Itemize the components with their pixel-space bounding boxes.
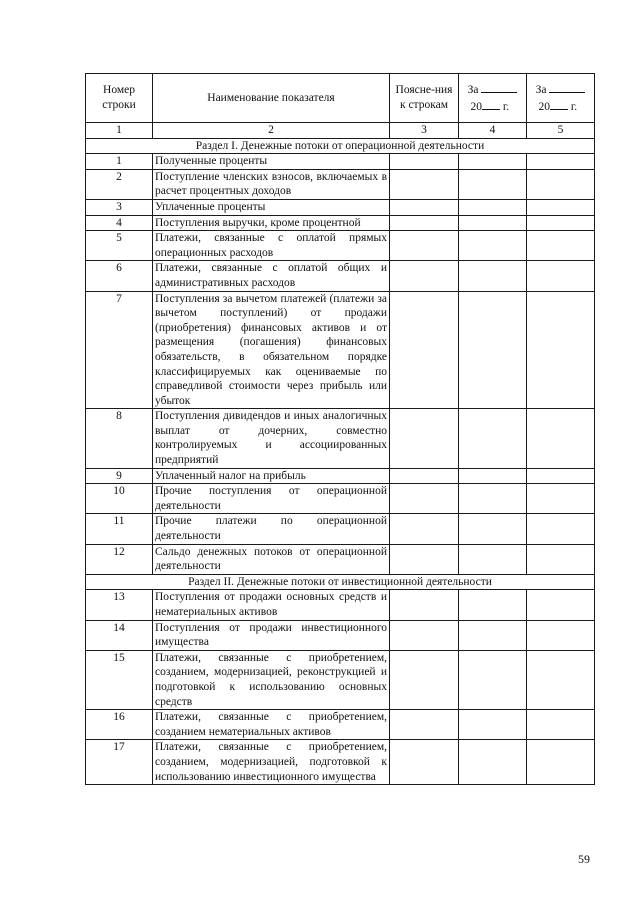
- row-number: 2: [86, 169, 153, 199]
- indicator-name: Поступления от продажи основных средств и нематериальных активов: [153, 590, 390, 620]
- header-row-number: Номер строки: [86, 74, 153, 123]
- indicator-name: Платежи, связанные с приобретением, созданием, модернизацией, подготовкой к использованию инвестиционного имущества: [153, 740, 390, 785]
- table-row: [86, 590, 595, 620]
- current-period-cell[interactable]: [459, 409, 527, 468]
- previous-period-cell[interactable]: [527, 261, 595, 291]
- column-number: 1: [86, 123, 153, 139]
- row-number: 1: [86, 154, 153, 170]
- previous-period-cell[interactable]: [527, 484, 595, 514]
- explanation-cell[interactable]: [390, 409, 459, 468]
- section-header-row: [86, 138, 595, 154]
- row-number: 15: [86, 650, 153, 709]
- explanation-cell[interactable]: [390, 169, 459, 199]
- column-number-row: [86, 123, 595, 139]
- indicator-name: Уплаченные проценты: [153, 199, 390, 215]
- indicator-name: Платежи, связанные с приобретением, созданием нематериальных активов: [153, 710, 390, 740]
- indicator-name: Прочие платежи по операционной деятельности: [153, 514, 390, 544]
- current-period-cell[interactable]: [459, 620, 527, 650]
- row-number: 6: [86, 261, 153, 291]
- explanation-cell[interactable]: [390, 231, 459, 261]
- table-row: [86, 199, 595, 215]
- previous-period-cell[interactable]: [527, 468, 595, 484]
- header-explanations: Поясне-ния к строкам: [390, 74, 459, 123]
- indicator-name: Поступления за вычетом платежей (платежи за вычетом поступлений) от продажи (приобретения) финансовых активов и от размещения (погашения) финансовых обязательств, в обязательном порядке классифицируемых как оцениваемые по справедливой стоимости через прибыль или убыток: [153, 291, 390, 409]
- explanation-cell[interactable]: [390, 650, 459, 709]
- indicator-name: Поступление членских взносов, включаемых в расчет процентных доходов: [153, 169, 390, 199]
- year-prefix: 20: [470, 101, 482, 113]
- previous-period-cell[interactable]: [527, 215, 595, 231]
- row-number: 4: [86, 215, 153, 231]
- previous-period-cell[interactable]: [527, 169, 595, 199]
- current-period-cell[interactable]: [459, 484, 527, 514]
- indicator-name: Полученные проценты: [153, 154, 390, 170]
- table-row: [86, 231, 595, 261]
- previous-period-cell[interactable]: [527, 231, 595, 261]
- explanation-cell[interactable]: [390, 620, 459, 650]
- explanation-cell[interactable]: [390, 199, 459, 215]
- indicator-name: Прочие поступления от операционной деятельности: [153, 484, 390, 514]
- header-period-previous: [527, 74, 595, 123]
- current-period-cell[interactable]: [459, 199, 527, 215]
- current-period-cell[interactable]: [459, 154, 527, 170]
- table-row: [86, 409, 595, 468]
- year-blank: [550, 98, 568, 110]
- current-period-cell[interactable]: [459, 650, 527, 709]
- year-suffix: г.: [570, 101, 578, 113]
- explanation-cell[interactable]: [390, 484, 459, 514]
- current-period-cell[interactable]: [459, 468, 527, 484]
- explanation-cell[interactable]: [390, 514, 459, 544]
- year-suffix: г.: [502, 101, 510, 113]
- header-indicator-name: Наименование показателя: [153, 74, 390, 123]
- year-prefix: 20: [538, 101, 550, 113]
- table-body: [86, 138, 595, 785]
- period-prefix: За: [467, 84, 479, 96]
- column-number: 4: [459, 123, 527, 139]
- indicator-name: Сальдо денежных потоков от операционной деятельности: [153, 544, 390, 574]
- row-number: 8: [86, 409, 153, 468]
- explanation-cell[interactable]: [390, 154, 459, 170]
- cash-flow-table: [85, 73, 595, 785]
- current-period-cell[interactable]: [459, 261, 527, 291]
- current-period-cell[interactable]: [459, 169, 527, 199]
- indicator-name: Платежи, связанные с оплатой прямых операционных расходов: [153, 231, 390, 261]
- previous-period-cell[interactable]: [527, 544, 595, 574]
- previous-period-cell[interactable]: [527, 514, 595, 544]
- indicator-name: Поступления выручки, кроме процентной: [153, 215, 390, 231]
- row-number: 7: [86, 291, 153, 409]
- previous-period-cell[interactable]: [527, 409, 595, 468]
- current-period-cell[interactable]: [459, 514, 527, 544]
- column-number: 3: [390, 123, 459, 139]
- indicator-name: Уплаченный налог на прибыль: [153, 468, 390, 484]
- explanation-cell[interactable]: [390, 590, 459, 620]
- period-prefix: За: [535, 84, 547, 96]
- table-header-row: [86, 74, 595, 123]
- explanation-cell[interactable]: [390, 740, 459, 785]
- section-title: Раздел I. Денежные потоки от операционной деятельности: [86, 138, 595, 154]
- indicator-name: Платежи, связанные с приобретением, созданием, модернизацией, реконструкцией и подготовкой к использованию основных средств: [153, 650, 390, 709]
- previous-period-cell[interactable]: [527, 740, 595, 785]
- current-period-cell[interactable]: [459, 231, 527, 261]
- previous-period-cell[interactable]: [527, 620, 595, 650]
- row-number: 9: [86, 468, 153, 484]
- table-row: [86, 169, 595, 199]
- previous-period-cell[interactable]: [527, 291, 595, 409]
- row-number: 13: [86, 590, 153, 620]
- header-period-current: [459, 74, 527, 123]
- current-period-cell[interactable]: [459, 215, 527, 231]
- row-number: 10: [86, 484, 153, 514]
- period-blank: [549, 81, 585, 93]
- row-number: 14: [86, 620, 153, 650]
- row-number: 3: [86, 199, 153, 215]
- table-row: [86, 261, 595, 291]
- explanation-cell[interactable]: [390, 710, 459, 740]
- year-blank: [482, 98, 500, 110]
- column-number: 2: [153, 123, 390, 139]
- explanation-cell[interactable]: [390, 468, 459, 484]
- table-row: [86, 740, 595, 785]
- current-period-cell[interactable]: [459, 590, 527, 620]
- table-row: [86, 484, 595, 514]
- row-number: 5: [86, 231, 153, 261]
- previous-period-cell[interactable]: [527, 199, 595, 215]
- explanation-cell[interactable]: [390, 215, 459, 231]
- indicator-name: Поступления от продажи инвестиционного имущества: [153, 620, 390, 650]
- table-row: [86, 620, 595, 650]
- current-period-cell[interactable]: [459, 544, 527, 574]
- previous-period-cell[interactable]: [527, 154, 595, 170]
- period-blank: [481, 81, 517, 93]
- explanation-cell[interactable]: [390, 291, 459, 409]
- previous-period-cell[interactable]: [527, 590, 595, 620]
- table-row: [86, 215, 595, 231]
- page-number: 59: [578, 852, 590, 866]
- previous-period-cell[interactable]: [527, 650, 595, 709]
- section-header-row: [86, 574, 595, 590]
- row-number: 11: [86, 514, 153, 544]
- current-period-cell[interactable]: [459, 710, 527, 740]
- previous-period-cell[interactable]: [527, 710, 595, 740]
- indicator-name: Платежи, связанные с оплатой общих и административных расходов: [153, 261, 390, 291]
- explanation-cell[interactable]: [390, 544, 459, 574]
- row-number: 17: [86, 740, 153, 785]
- row-number: 12: [86, 544, 153, 574]
- table-row: [86, 291, 595, 409]
- section-title: Раздел II. Денежные потоки от инвестиционной деятельности: [86, 574, 595, 590]
- table-row: [86, 544, 595, 574]
- indicator-name: Поступления дивидендов и иных аналогичных выплат от дочерних, совместно контролируемых и ассоциированных предприятий: [153, 409, 390, 468]
- current-period-cell[interactable]: [459, 291, 527, 409]
- column-number: 5: [527, 123, 595, 139]
- table-row: [86, 468, 595, 484]
- explanation-cell[interactable]: [390, 261, 459, 291]
- row-number: 16: [86, 710, 153, 740]
- current-period-cell[interactable]: [459, 740, 527, 785]
- table-row: [86, 710, 595, 740]
- table-row: [86, 154, 595, 170]
- table-row: [86, 514, 595, 544]
- table-row: [86, 650, 595, 709]
